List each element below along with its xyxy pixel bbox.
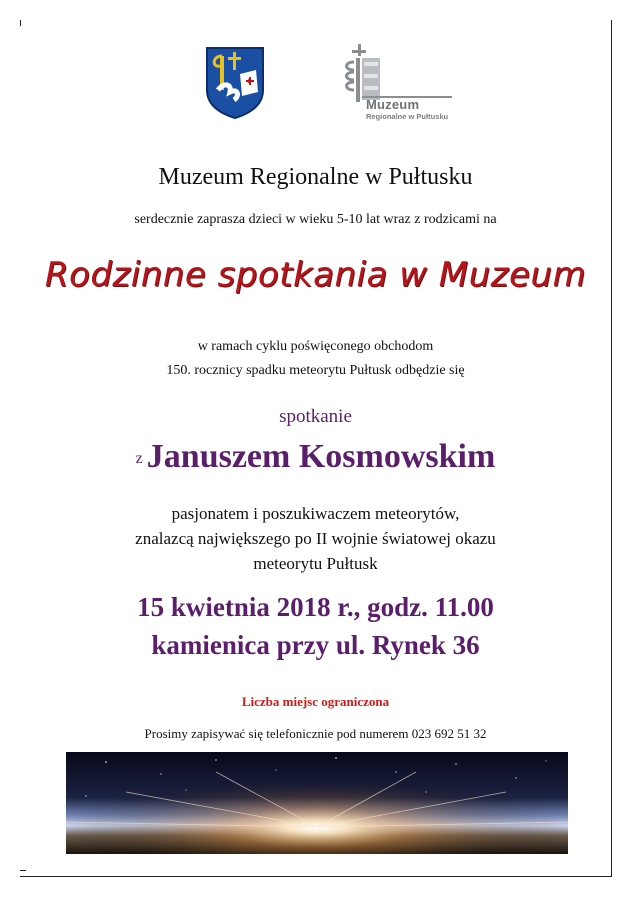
registration-info: Prosimy zapisywać się telefonicznie pod numerem 023 692 51 32 xyxy=(144,726,487,741)
crop-mark xyxy=(20,870,26,871)
museum-heading: Muzeum Regionalne w Pułtusku xyxy=(158,164,473,190)
limited-seats-notice: Liczba miejsc ograniczona xyxy=(241,694,390,709)
museum-logo-name: Muzeum xyxy=(366,97,420,112)
cycle-text-line-2: 150. rocznicy spadku meteorytu Pułtusk odbędzie się xyxy=(166,363,465,378)
event-date-time: 15 kwietnia 2018 r., godz. 11.00 xyxy=(137,592,494,622)
coat-of-arms-icon xyxy=(204,44,266,120)
museum-logo-subtitle: Regionalne w Pułtusku xyxy=(366,112,449,121)
meeting-label: spotkanie xyxy=(279,406,352,427)
guest-name: Januszem Kosmowskim xyxy=(146,438,496,475)
event-location: kamienica przy ul. Rynek 36 xyxy=(151,630,480,660)
event-title: Rodzinne spotkania w Muzeum xyxy=(44,255,587,295)
crop-mark xyxy=(20,20,21,26)
invitation-text: serdecznie zaprasza dzieci w wieku 5-10 lat wraz z rodzicami na xyxy=(134,212,497,227)
guest-description-line-1: pasjonatem i poszukiwaczem meteorytów, xyxy=(171,504,460,523)
guest-description-line-3: meteorytu Pułtusk xyxy=(253,554,378,573)
guest-description-line-2: znalazcą największego po II wojnie światowej okazu xyxy=(135,529,496,548)
guest-preposition: z xyxy=(135,450,143,467)
space-horizon-image xyxy=(66,752,568,854)
cycle-text-line-1: w ramach cyklu poświęconego obchodom xyxy=(197,339,434,354)
guest-line xyxy=(20,438,611,476)
